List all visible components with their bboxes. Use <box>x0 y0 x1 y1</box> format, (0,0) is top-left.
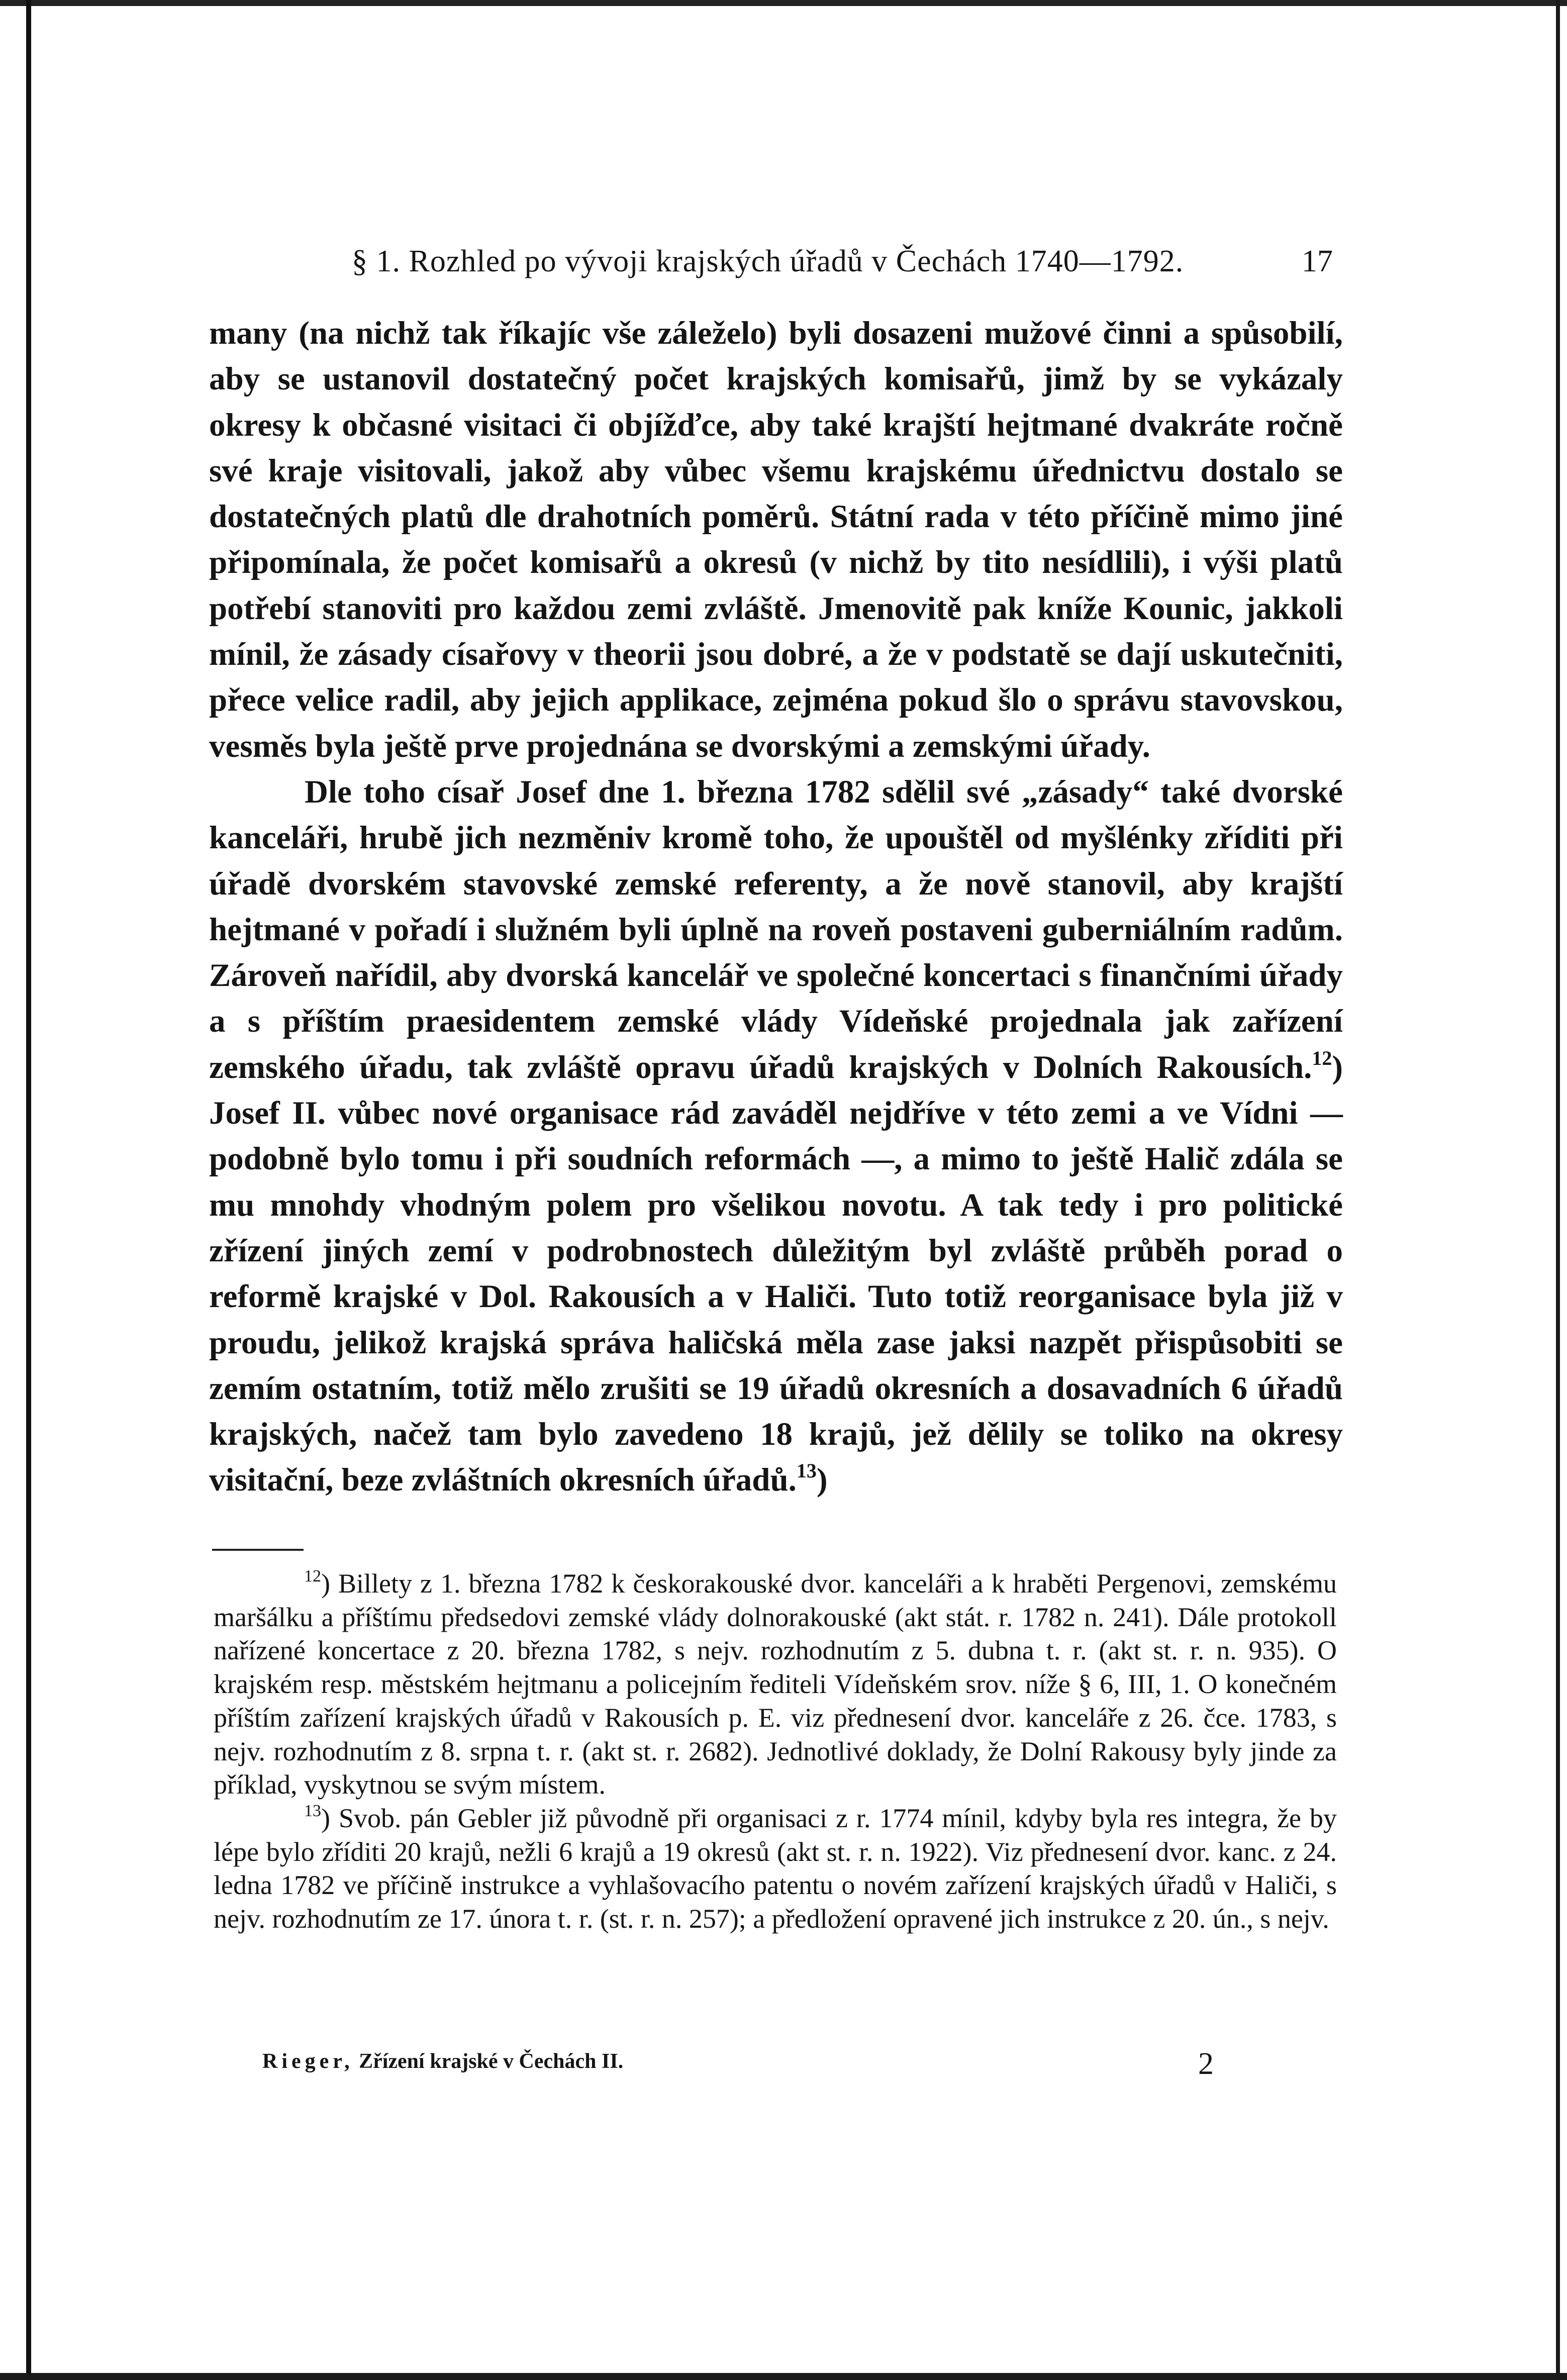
footnote-ref-13: 13 <box>796 1459 817 1482</box>
paragraph-2 <box>209 769 1343 1504</box>
signature-title: Zřízení krajské v Čechách II. <box>359 2050 624 2073</box>
running-header: § 1. Rozhled po vývoji krajských úřadů v Čechách 1740—1792. <box>352 244 1184 278</box>
scan-border-left <box>26 0 31 2380</box>
sheet-number: 2 <box>1198 2047 1214 2081</box>
footnote-13-text: ) Svob. pán Gebler již původně při organisaci z r. 1774 mínil, kdyby byla res integra, že by lépe bylo zříditi 20 krajů, nežli 6 krajů a 19 okresů (akt st. r. n. 1922). Viz přednesení dvor. kanc. z 24. ledna 1782 ve příčině instrukce a vyhlašovacího patentu o novém zařízení krajských úřadů v Haliči, s nejv. rozhodnutím ze 17. února t. r. (st. r. n. 257); a předložení opravené jich instrukce z 20. ún., s nejv. <box>214 1803 1337 1934</box>
footnote-12-mark: 12 <box>304 1567 321 1585</box>
paragraph-2-part-c: ) <box>816 1462 828 1499</box>
scan-border-bottom <box>0 2373 1567 2380</box>
paragraph-2-part-a: Dle toho císař Josef dne 1. března 1782 sdělil své „zásady“ také dvorské kanceláři, hrubě jich nezměniv kromě toho, že upouštěl od myšlénky zříditi při úřadě dvorském stavovské zemské referenty, a že nově stanovil, aby krajští hejtmané v pořadí i služném byli úplně na roveň postaveni guberniálním radům. Zároveň nařídil, aby dvorská kancelář ve společné koncertaci s finančními úřady a s příštím praesidentem zemské vlády Vídeňské projednala jak zařízení zemského úřadu, tak zvláště opravu úřadů krajských v Dolních Rakousích. <box>209 773 1343 1085</box>
footnote-12-text: ) Billety z 1. března 1782 k českorakouské dvor. kanceláři a k hraběti Pergenovi, zemskému maršálku a příštímu předsedovi zemské vlády dolnorakouské (akt stát. r. 1782 n. 241). Dále protokoll nařízené koncertace z 20. března 1782, s nejv. rozhodnutím z 5. dubna t. r. (akt st. r. n. 935). O krajském resp. městském hejtmanu a policejním řediteli Vídeňském srov. níže § 6, III, 1. O konečném příštím zařízení krajských úřadů v Rakousích p. E. viz přednesení dvor. kanceláře z 26. čce. 1783, s nejv. rozhodnutím z 8. srpna t. r. (akt st. r. 2682). Jednotlivé doklady, že Dolní Rakousy byly jinde za příklad, vyskytnou se svým místem. <box>214 1568 1337 1800</box>
footnote-13-mark: 13 <box>304 1801 321 1820</box>
footnotes <box>214 1567 1337 1936</box>
scan-border-top <box>0 0 1567 6</box>
footnote-12 <box>214 1567 1337 1802</box>
scan-border-right <box>1556 0 1560 2380</box>
printer-signature <box>262 2049 623 2073</box>
page-number: 17 <box>1302 244 1333 278</box>
footnote-ref-12: 12 <box>1312 1046 1332 1069</box>
signature-author: Rieger, <box>262 2050 354 2073</box>
main-text <box>209 311 1343 1504</box>
paragraph-1: many (na nichž tak říkajíc vše záleželo) byli dosazeni mužové činni a spůsobilí, aby se ustanovil dostatečný počet krajských komisařů, jimž by se vykázaly okresy k občasné visitaci či objížďce, aby také krajští hejtmané dvakráte ročně své kraje visitovali, jakož aby vůbec všemu krajskému úřednictvu dostalo se dostatečných platů dle drahotních poměrů. Státní rada v této příčině mimo jiné připomínala, že počet komisařů a okresů (v nichž by tito nesídlili), i výši platů potřebí stanoviti pro každou zemi zvláště. Jmenovitě pak kníže Kounic, jakkoli mínil, že zásady císařovy v theorii jsou dobré, a že v podstatě se dají uskutečniti, přece velice radil, aby jejich applikace, zejména pokud šlo o správu stavovskou, vesměs byla ještě prve projednána se dvorskými a zemskými úřady. <box>209 315 1343 764</box>
paragraph-2-part-b: ) Josef II. vůbec nové organisace rád zaváděl nejdříve v této zemi a ve Vídni — podobně bylo tomu i při soudních reformách —, a mimo to ještě Halič zdála se mu mnohdy vhodným polem pro všelikou novotu. A tak tedy i pro politické zřízení jiných zemí v podrobnostech důležitým byl zvláště průběh porad o reformě krajské v Dol. Rakousích a v Haliči. Tuto totiž reorganisace byla již v proudu, jelikož krajská správa haličská měla zase jaksi nazpět přispůsobiti se zemím ostatním, totiž mělo zrušiti se 19 úřadů okresních a dosavadních 6 úřadů krajských, načež tam bylo zavedeno 18 krajů, jež dělily se toliko na okresy visitační, beze zvláštních okresních úřadů. <box>209 1049 1343 1499</box>
footnote-13 <box>214 1802 1337 1936</box>
footnote-divider <box>212 1549 304 1551</box>
